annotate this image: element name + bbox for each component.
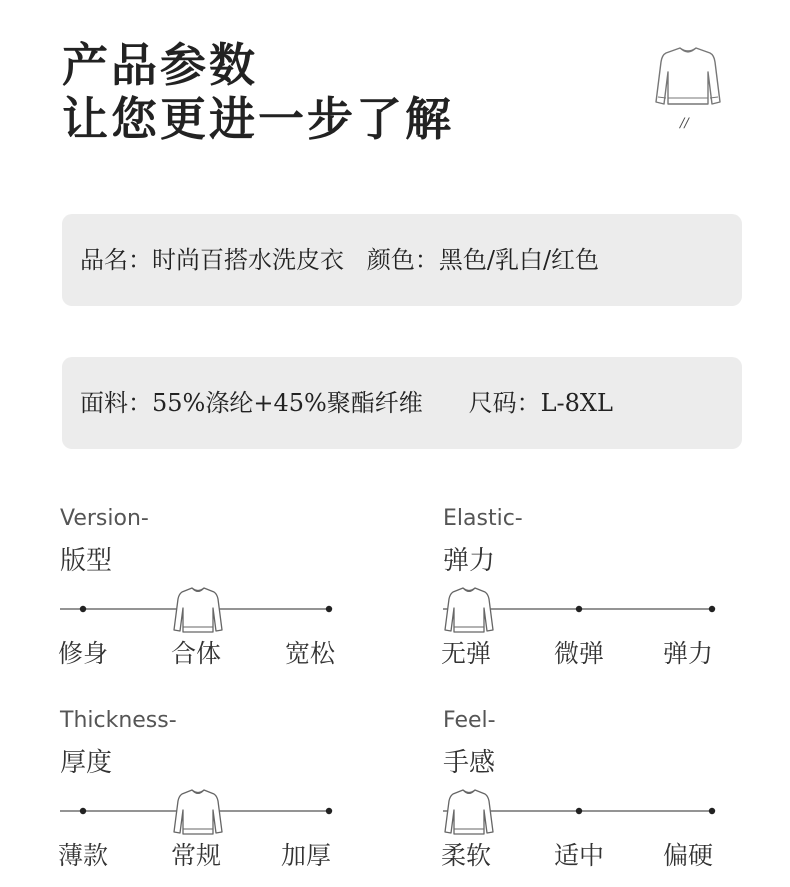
param-en-label: Version- — [60, 506, 149, 531]
option-label: 偏硬 — [662, 841, 714, 870]
param-zh-label: 版型 — [60, 546, 113, 576]
sweater-marker-icon — [445, 588, 493, 632]
param-en-label: Thickness- — [60, 708, 177, 733]
param-zh-label: 手感 — [443, 748, 496, 778]
option-label: 加厚 — [280, 841, 332, 870]
option-label: 柔软 — [440, 841, 492, 870]
decorative-mark: // — [680, 116, 689, 131]
info-name-color-text: 品名：时尚百搭水洗皮衣 颜色：黑色/乳白/红色 — [80, 246, 600, 274]
param-zh-label: 厚度 — [60, 748, 113, 778]
param-en-label: Elastic- — [443, 506, 523, 531]
option-label: 无弹 — [440, 639, 492, 668]
scale-dot — [709, 808, 715, 814]
option-label: 常规 — [170, 841, 222, 870]
option-label: 修身 — [57, 639, 109, 668]
param-zh-label: 弹力 — [443, 546, 496, 576]
option-label: 合体 — [170, 639, 222, 668]
scale-dot — [576, 808, 582, 814]
option-label: 弹力 — [662, 639, 714, 668]
info-panel-material-size — [62, 357, 742, 449]
sweater-outline-icon — [654, 44, 722, 108]
sweater-marker-icon — [445, 790, 493, 834]
scale-dot — [326, 606, 332, 612]
scale-dot — [80, 808, 86, 814]
scale-dot — [709, 606, 715, 612]
sweater-marker-icon — [174, 588, 222, 632]
param-en-label: Feel- — [443, 708, 496, 733]
scale-dot — [80, 606, 86, 612]
info-material-size-text: 面料：55%涤纶+45%聚酯纤维 尺码：L-8XL — [80, 389, 613, 417]
sweater-marker-icon — [174, 790, 222, 834]
scale-dot — [576, 606, 582, 612]
option-label: 微弹 — [553, 639, 605, 668]
title-line-2: 让您更进一步了解 — [62, 92, 454, 146]
info-panel-name-color — [62, 214, 742, 306]
scale-dot — [326, 808, 332, 814]
option-label: 适中 — [553, 841, 605, 870]
title-line-1: 产品参数 — [62, 38, 258, 92]
option-label: 薄款 — [57, 841, 109, 870]
option-label: 宽松 — [284, 639, 336, 668]
